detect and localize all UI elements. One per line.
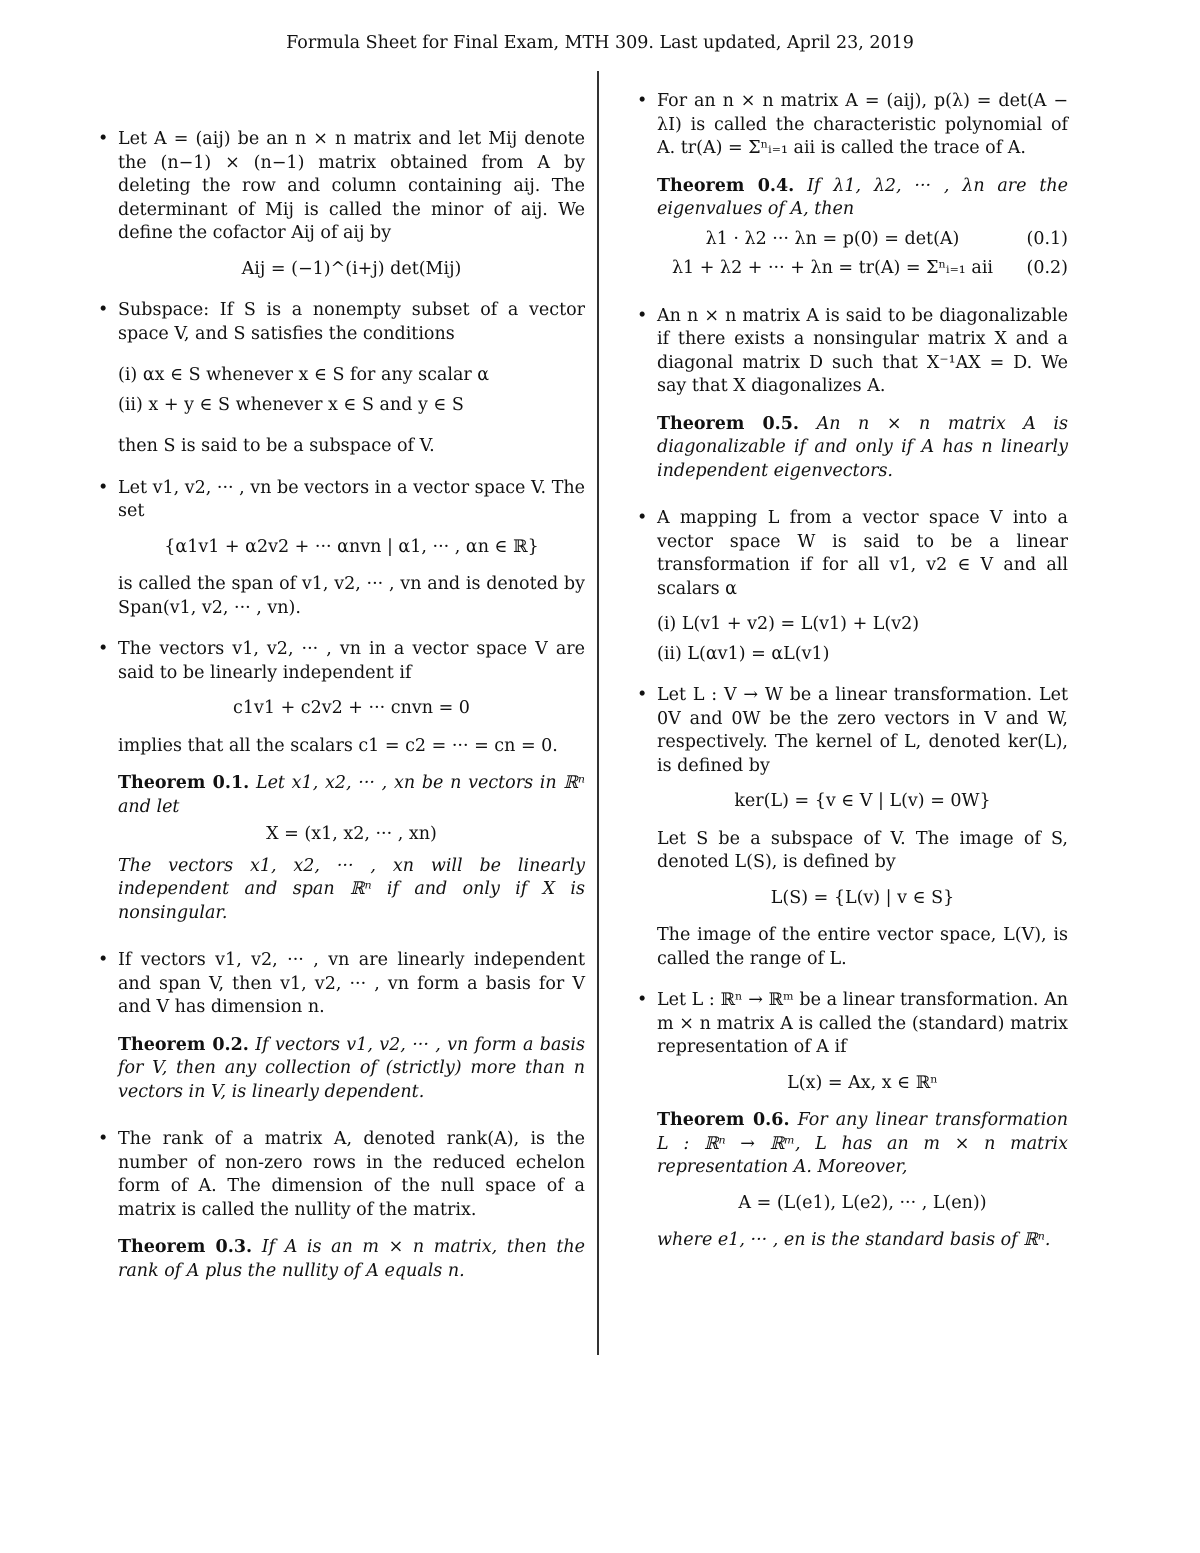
- independence-formula: c1v1 + c2v2 + ··· cnvn = 0: [233, 698, 470, 718]
- equation-0-1: [657, 228, 1068, 252]
- rank-text: The rank of a matrix A, denoted rank(A), is the number of non-zero rows in the reduced echelon form of A. The dimension of the null space of a matrix is called the nullity of the matrix.: [118, 1129, 585, 1220]
- bullet-icon: •: [637, 685, 648, 705]
- bullet-icon: •: [98, 639, 109, 659]
- span-item: [98, 477, 585, 621]
- theorem-0-3: [118, 1236, 585, 1283]
- bullet-icon: •: [98, 950, 109, 970]
- theorem-label: Theorem 0.5.: [657, 413, 800, 434]
- stdmatrix-intro: Let L : ℝⁿ → ℝᵐ be a linear transformation. An m × n matrix A is called the (standard) matrix representation of A if: [657, 990, 1068, 1057]
- bullet-icon: •: [98, 300, 109, 320]
- subspace-item: [98, 299, 585, 459]
- bullet-icon: •: [98, 1129, 109, 1149]
- column-divider: [597, 71, 599, 1355]
- subspace-condition-2: (ii) x + y ∈ S whenever x ∈ S and y ∈ S: [118, 394, 464, 415]
- independence-intro: The vectors v1, v2, ··· , vn in a vector space V are said to be linearly independent if: [118, 639, 585, 683]
- left-column: [98, 128, 585, 1307]
- theorem-text: For any linear transformation L : ℝⁿ → ℝᵐ, L has an m × n matrix representation A. Moreover,: [657, 1110, 1068, 1177]
- rank-item: [98, 1128, 585, 1283]
- theorem-label: Theorem 0.6.: [657, 1110, 790, 1130]
- theorem-0-4: [657, 175, 1068, 281]
- basis-item: [98, 949, 585, 1104]
- right-column: [637, 90, 1068, 1277]
- charpoly-item: [637, 90, 1068, 281]
- stdmatrix-item: [637, 989, 1068, 1253]
- kernel-item: [637, 684, 1068, 971]
- lintrans-item: [637, 507, 1068, 666]
- theorem-text: If vectors v1, v2, ··· , vn form a basis for V, then any collection of (strictly) more than n vectors in V, is linearly dependent.: [118, 1034, 585, 1102]
- theorem-label: Theorem 0.4.: [657, 175, 795, 196]
- cofactor-text: Let A = (aij) be an n × n matrix and let Mij denote the (n−1) × (n−1) matrix obtained from A by deleting the row and column containing aij. The determinant of Mij is called the minor of aij. We define the cofactor Aij of aij by: [118, 129, 585, 243]
- theorem-label: Theorem 0.3.: [118, 1237, 253, 1257]
- theorem-0-2: [118, 1034, 585, 1105]
- subspace-intro: Subspace: If S is a nonempty subset of a vector space V, and S satisfies the conditions: [118, 300, 585, 344]
- image-definition: Let S be a subspace of V. The image of S, denoted L(S), is defined by: [657, 828, 1068, 872]
- theorem-text-2: The vectors x1, x2, ··· , xn will be linearly independent and span ℝⁿ if and only if X is nonsingular.: [118, 855, 585, 923]
- theorem-0-6: [657, 1109, 1068, 1253]
- bullet-icon: •: [637, 508, 648, 528]
- theorem-text: An n × n matrix A is diagonalizable if and only if A has n linearly independent eigenvectors.: [657, 413, 1068, 481]
- cofactor-formula: Aij = (−1)^(i+j) det(Mij): [241, 258, 462, 279]
- image-formula: L(S) = {L(v) | v ∈ S}: [770, 887, 955, 908]
- span-intro: Let v1, v2, ··· , vn be vectors in a vector space V. The set: [118, 477, 585, 521]
- page-title: Formula Sheet for Final Exam, MTH 309. Last updated, April 23, 2019: [286, 33, 914, 53]
- equation-number: (0.1): [1026, 228, 1068, 249]
- equation-body: λ1 · λ2 ··· λn = p(0) = det(A): [705, 228, 960, 249]
- cofactor-item: [98, 128, 585, 281]
- lintrans-condition-1: (i) L(v1 + v2) = L(v1) + L(v2): [657, 614, 920, 634]
- lintrans-condition-2: (ii) L(αv1) = αL(v1): [657, 643, 830, 664]
- theorem-outro: where e1, ··· , en is the standard basis of ℝⁿ.: [657, 1230, 1051, 1250]
- bullet-icon: •: [637, 91, 648, 111]
- theorem-formula: A = (L(e1), L(e2), ··· , L(en)): [738, 1192, 987, 1213]
- diag-text: An n × n matrix A is said to be diagonalizable if there exists a nonsingular matrix X and a diagonal matrix D such that X⁻¹AX = D. We say that X diagonalizes A.: [657, 305, 1068, 396]
- bullet-icon: •: [98, 477, 109, 498]
- charpoly-text: For an n × n matrix A = (aij), p(λ) = det(A − λI) is called the characteristic polynomial of A. tr(A) = Σⁿᵢ₌₁ aii is called the trace of A.: [657, 91, 1068, 158]
- basis-text: If vectors v1, v2, ··· , vn are linearly independent and span V, then v1, v2, ··· , vn form a basis for V and V has dimension n.: [118, 950, 585, 1017]
- theorem-0-1: [118, 772, 585, 925]
- theorem-label: Theorem 0.1.: [118, 773, 250, 793]
- bullet-icon: •: [637, 305, 648, 326]
- theorem-text: Let x1, x2, ··· , xn be n vectors in ℝⁿ and let: [118, 773, 585, 817]
- theorem-text: If A is an m × n matrix, then the rank of A plus the nullity of A equals n.: [118, 1237, 585, 1281]
- subspace-condition-1: (i) αx ∈ S whenever x ∈ S for any scalar α: [118, 365, 490, 385]
- equation-body: λ1 + λ2 + ··· + λn = tr(A) = Σⁿᵢ₌₁ aii: [671, 258, 994, 278]
- theorem-text: If λ1, λ2, ··· , λn are the eigenvalues of A, then: [657, 175, 1068, 219]
- bullet-icon: •: [637, 990, 648, 1010]
- independence-item: [98, 638, 585, 925]
- kernel-formula: ker(L) = {v ∈ V | L(v) = 0W}: [734, 791, 991, 811]
- independence-outro: implies that all the scalars c1 = c2 = ··· = cn = 0.: [118, 735, 558, 756]
- equation-number: (0.2): [1026, 258, 1068, 278]
- theorem-label: Theorem 0.2.: [118, 1034, 249, 1055]
- span-formula: {α1v1 + α2v2 + ··· αnvn | α1, ··· , αn ∈ ℝ}: [164, 536, 539, 557]
- diag-item: [637, 305, 1068, 484]
- equation-0-2: [657, 257, 1068, 281]
- lintrans-intro: A mapping L from a vector space V into a vector space W is said to be a linear transformation if for all v1, v2 ∈ V and all scalars α: [657, 508, 1068, 599]
- kernel-intro: Let L : V → W be a linear transformation. Let 0V and 0W be the zero vectors in V and W, respectively. The kernel of L, denoted ker(L), is defined by: [657, 685, 1068, 776]
- span-outro: is called the span of v1, v2, ··· , vn and is denoted by Span(v1, v2, ··· , vn).: [118, 574, 585, 618]
- subspace-outro: then S is said to be a subspace of V.: [118, 436, 435, 456]
- bullet-icon: •: [98, 129, 109, 149]
- stdmatrix-formula: L(x) = Ax, x ∈ ℝⁿ: [787, 1072, 938, 1093]
- theorem-formula: X = (x1, x2, ··· , xn): [266, 824, 437, 844]
- theorem-0-5: [657, 413, 1068, 484]
- range-definition: The image of the entire vector space, L(V), is called the range of L.: [657, 925, 1068, 969]
